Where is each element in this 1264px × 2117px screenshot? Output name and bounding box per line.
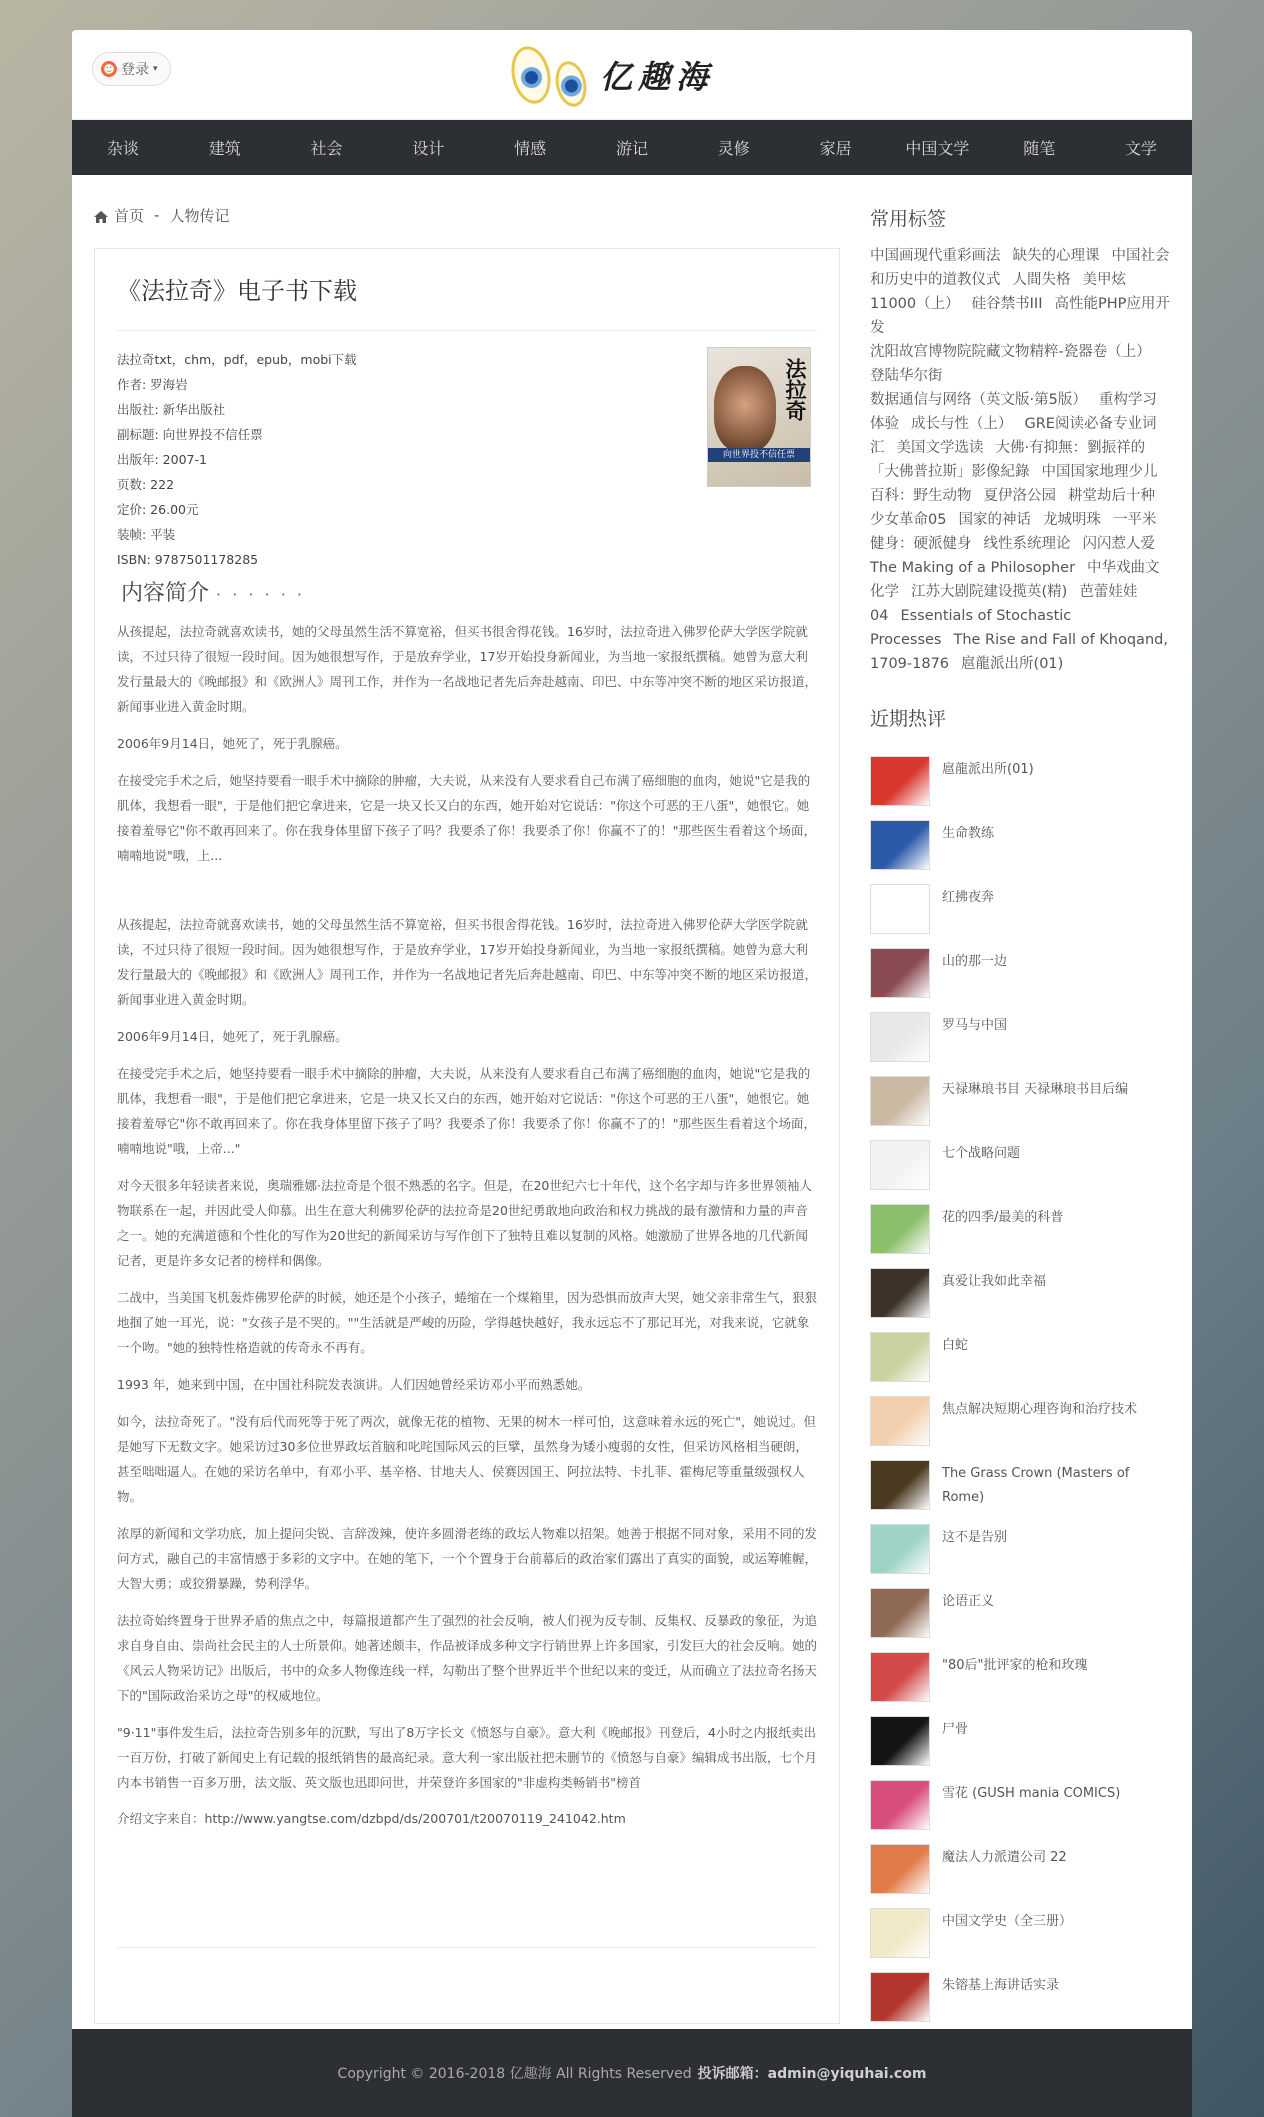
meta-line: 法拉奇txt，chm，pdf，epub，mobi下载: [117, 352, 357, 367]
hot-item[interactable]: [870, 1972, 1170, 2036]
main-content: [94, 190, 840, 2024]
sidebar: [870, 190, 1170, 2036]
breadcrumb-home-link[interactable]: 首页: [114, 206, 145, 225]
hot-item[interactable]: [870, 1012, 1170, 1076]
hot-item-title[interactable]: 罗马与中国: [942, 1018, 1008, 1033]
intro-paragraph: 1993 年，她来到中国，在中国社科院发表演讲。人们因她曾经采访邓小平而熟悉她。: [117, 1377, 591, 1392]
logo-eye-icon: [552, 58, 591, 109]
complaint-email[interactable]: 投诉邮箱：admin@yiquhai.com: [697, 2066, 927, 2082]
book-thumbnail[interactable]: [870, 1524, 930, 1574]
intro-heading: [117, 576, 817, 607]
intro-body: [117, 619, 817, 1795]
tag-link[interactable]: 线性系统理论: [983, 536, 1071, 552]
intro-paragraph: 2006年9月14日，她死了，死于乳腺癌。: [117, 1029, 348, 1044]
book-thumbnail[interactable]: [870, 1716, 930, 1766]
nav-item[interactable]: 设计: [412, 139, 445, 158]
hot-item[interactable]: [870, 1588, 1170, 1652]
user-icon: ☻: [101, 61, 117, 77]
book-thumbnail[interactable]: [870, 948, 930, 998]
article-title: 《法拉奇》电子书下载: [117, 271, 817, 331]
book-thumbnail[interactable]: [870, 1076, 930, 1126]
site-logo[interactable]: [512, 38, 714, 112]
tag-link[interactable]: 闪闪惹人爱: [1082, 536, 1155, 552]
hot-item[interactable]: [870, 1460, 1170, 1524]
book-thumbnail[interactable]: [870, 1140, 930, 1190]
intro-paragraph: 对今天很多年轻读者来说，奥瑞雅娜·法拉奇是个很不熟悉的名字。但是，在20世纪六七十年代，这个名字却与许多世界领袖人物联系在一起，并因此受人仰慕。出生在意大利佛罗伦萨的法拉奇是20世纪勇敢地向政治和权力挑战的最有激情和力量的声音之一。她的充满道德和个性化的写作为20世纪的新闻采访与写作创下了独特且难以复制的风格。她激励了世界各地的几代新闻记者，更是许多女记者的榜样和偶像。: [117, 1178, 812, 1268]
book-thumbnail[interactable]: [870, 1588, 930, 1638]
intro-heading-dots: · · · · · ·: [216, 585, 305, 604]
tag-link[interactable]: 美甲炫11000（上）: [870, 272, 1126, 312]
hot-item-title[interactable]: 七个战略问题: [942, 1146, 1021, 1161]
copyright-text: Copyright © 2016-2018 亿趣海 All Rights Reserved: [337, 2066, 692, 2082]
hot-item[interactable]: [870, 948, 1170, 1012]
hot-item[interactable]: [870, 1204, 1170, 1268]
tag-link[interactable]: 中国画现代重彩画法: [870, 248, 1001, 264]
hot-item[interactable]: [870, 820, 1170, 884]
breadcrumb-current[interactable]: 人物传记: [169, 206, 230, 225]
nav-item[interactable]: 灵修: [717, 139, 750, 158]
meta-line: 页数: 222: [117, 477, 175, 492]
tag-link[interactable]: 中华戏曲文化学: [870, 560, 1160, 600]
tag-link[interactable]: 沈阳故宫博物院院藏文物精粹-瓷器卷（上）: [870, 344, 1151, 360]
hot-item-title[interactable]: 焦点解决短期心理咨询和治疗技术: [942, 1402, 1138, 1417]
hot-item-title[interactable]: 白蛇: [942, 1338, 969, 1353]
intro-paragraph: 在接受完手术之后，她坚持要看一眼手术中摘除的肿瘤，大夫说，从来没有人要求看自己布满了癌细胞的血肉，她说"它是我的肌体，我想看一眼"，于是他们把它拿进来，它是一块又长又白的东西，她开始对它说话："你这个可恶的王八蛋"，她恨它。她接着羞辱它"你不敢再回来了。你在我身体里留下孩子了吗？我要杀了你！我要杀了你！你赢不了的！"那些医生看着这个场面，喃喃地说"哦，上...: [117, 773, 817, 863]
tag-link[interactable]: 登陆华尔街: [870, 368, 943, 384]
hot-item[interactable]: [870, 1716, 1170, 1780]
cover-band: 向世界投不信任票: [708, 448, 810, 462]
source-note: 介绍文字来自：http://www.yangtse.com/dzbpd/ds/200701/t20070119_241042.htm: [117, 1811, 626, 1826]
nav-item[interactable]: 文学: [1125, 139, 1158, 158]
book-thumbnail[interactable]: [870, 1460, 930, 1510]
tag-link[interactable]: 少女革命05: [870, 512, 947, 528]
tag-link[interactable]: 中国社会和历史中的道教仪式: [870, 248, 1170, 288]
intro-paragraph: 从孩提起，法拉奇就喜欢读书，她的父母虽然生活不算宽裕，但买书很舍得花钱。16岁时，法拉奇进入佛罗伦萨大学医学院就读，不过只待了很短一段时间。因为她很想写作，于是放弃学业，17岁开始投身新闻业，为当地一家报纸撰稿。她曾为意大利发行量最大的《晚邮报》和《欧洲人》周刊工作，并作为一名战地记者先后奔赴越南、印巴、中东等冲突不断的地区采访报道，新闻事业进入黄金时期。: [117, 917, 818, 1007]
tag-link[interactable]: Essentials of Stochastic Processes: [870, 608, 1072, 648]
hot-item-title[interactable]: 朱镕基上海讲话实录: [942, 1978, 1060, 1993]
book-thumbnail[interactable]: [870, 1972, 930, 2022]
meta-line: 出版年: 2007-1: [117, 452, 207, 467]
intro-paragraph: "9·11"事件发生后，法拉奇告别多年的沉默，写出了8万字长文《愤怒与自豪》。意大利《晚邮报》刊登后，4小时之内报纸卖出一百万份，打破了新闻史上有记载的报纸销售的最高纪录。意大利一家出版社把未删节的《愤怒与自豪》编辑成书出版，七个月内本书销售一百多万册，法文版、英文版也迅即问世，并荣登许多国家的"非虚构类畅销书"榜首: [117, 1725, 818, 1790]
hot-item-title[interactable]: 论语正义: [942, 1594, 995, 1609]
article-divider: [117, 1947, 817, 1948]
nav-item[interactable]: 情感: [514, 139, 547, 158]
meta-line: 副标题: 向世界投不信任票: [117, 427, 263, 442]
intro-paragraph: 在接受完手术之后，她坚持要看一眼手术中摘除的肿瘤，大夫说，从来没有人要求看自己布满了癌细胞的血肉，她说"它是我的肌体，我想看一眼"，于是他们把它拿进来，它是一块又长又白的东西，她开始对它说话："你这个可恶的王八蛋"，她恨它。她接着羞辱它"你不敢再回来了。你在我身体里留下孩子了吗？我要杀了你！我要杀了你！你赢不了的！"那些医生看着这个场面，喃喃地说"哦，上帝...": [117, 1066, 817, 1156]
book-thumbnail[interactable]: [870, 756, 930, 806]
hot-item[interactable]: [870, 1652, 1170, 1716]
tag-link[interactable]: 江苏大剧院建设揽英(精): [911, 584, 1068, 600]
tag-link[interactable]: 耕堂劫后十种: [1068, 488, 1155, 504]
hot-heading: 近期热评: [870, 707, 947, 730]
tag-link[interactable]: 龙城明珠: [1042, 512, 1101, 528]
book-thumbnail[interactable]: [870, 1012, 930, 1062]
nav-item[interactable]: 社会: [310, 139, 343, 158]
hot-item-title[interactable]: "80后"批评家的枪和玫瑰: [942, 1658, 1088, 1673]
tag-link[interactable]: 数据通信与网络（英文版·第5版）: [870, 392, 1087, 408]
nav-item[interactable]: 随笔: [1023, 139, 1056, 158]
tag-link[interactable]: 重构学习体验: [870, 392, 1157, 432]
nav-item[interactable]: 建筑: [208, 139, 241, 158]
hot-item[interactable]: [870, 1076, 1170, 1140]
tag-link[interactable]: 硅谷禁书III: [971, 296, 1043, 312]
hot-item-title[interactable]: The Grass Crown (Masters of Rome): [942, 1466, 1130, 1505]
book-thumbnail[interactable]: [870, 1396, 930, 1446]
hot-item-title[interactable]: 雪花 (GUSH mania COMICS): [942, 1786, 1121, 1801]
cover-portrait: [714, 366, 776, 452]
hot-item-title[interactable]: 这不是告别: [942, 1530, 1008, 1545]
tag-link[interactable]: 扈龍派出所(01): [961, 656, 1064, 672]
logo-text: 亿趣海: [600, 58, 715, 96]
book-thumbnail[interactable]: [870, 820, 930, 870]
book-meta: [117, 347, 817, 572]
tag-link[interactable]: The Making of a Philosopher: [870, 560, 1076, 576]
hot-item[interactable]: [870, 1844, 1170, 1908]
logo-eye-icon: [506, 43, 555, 108]
book-cover: [707, 347, 811, 487]
hot-item[interactable]: [870, 1908, 1170, 1972]
hot-item-title[interactable]: 魔法人力派遣公司 22: [942, 1850, 1067, 1865]
login-label: 登录: [121, 62, 149, 78]
nav-item[interactable]: 家居: [819, 139, 852, 158]
cover-title: 法拉奇: [783, 358, 807, 421]
meta-line: 作者: 罗海岩: [117, 377, 188, 392]
intro-heading-text: 内容简介: [121, 581, 210, 606]
tag-cloud: [870, 244, 1170, 676]
nav-item[interactable]: 中国文学: [905, 139, 970, 158]
intro-paragraph: 二战中，当美国飞机轰炸佛罗伦萨的时候，她还是个小孩子，蜷缩在一个煤箱里，因为恐惧而放声大哭，她父亲非常生气，狠狠地掴了她一耳光，说："女孩子是不哭的。""生活就是严峻的历险，学得越快越好，我永远忘不了那记耳光，对我来说，它就象一个吻。"她的独特性格造就的传奇永不再有。: [117, 1290, 818, 1355]
login-button[interactable]: [92, 52, 171, 86]
tags-heading: 常用标签: [870, 207, 947, 230]
hot-item-title[interactable]: 生命教练: [942, 826, 995, 841]
hot-item[interactable]: [870, 1396, 1170, 1460]
article-panel: [94, 248, 840, 2024]
book-thumbnail[interactable]: [870, 1908, 930, 1958]
hot-item[interactable]: [870, 1524, 1170, 1588]
intro-paragraph: 如今，法拉奇死了。"没有后代而死等于死了两次，就像无花的植物、无果的树木一样可怕，这意味着永远的死亡"，她说过。但是她写下无数文字。她采访过30多位世界政坛首脑和叱咤国际风云的巨擘，虽然身为矮小瘦弱的女性，但采访风格相当硬朗，甚至咄咄逼人。在她的采访名单中，有邓小平、基辛格、甘地夫人、侯赛因国王、阿拉法特、卡扎菲、霍梅尼等重量级强权人物。: [117, 1414, 817, 1504]
site-footer: [72, 2029, 1192, 2117]
hot-item[interactable]: [870, 884, 1170, 948]
tag-link[interactable]: 高性能PHP应用开发: [870, 296, 1170, 336]
tag-link[interactable]: The Rise and Fall of Khoqand, 1709-1876: [870, 632, 1168, 672]
hot-item[interactable]: [870, 1780, 1170, 1844]
book-thumbnail[interactable]: [870, 884, 930, 934]
nav-item[interactable]: 杂谈: [106, 139, 139, 158]
hot-item-title[interactable]: 红拂夜奔: [942, 890, 995, 905]
hot-item[interactable]: [870, 1332, 1170, 1396]
intro-paragraph: 法拉奇始终置身于世界矛盾的焦点之中，每篇报道都产生了强烈的社会反响，被人们视为反专制、反集权、反暴政的象征，为追求自身自由、崇尚社会民主的人士所景仰。她著述颇丰，作品被译成多种文字行销世界上许多国家，引发巨大的社会反响。她的《风云人物采访记》出版后，书中的众多人物像连线一样，勾勒出了整个世界近半个世纪以来的变迁，从而确立了法拉奇名扬天下的"国际政治采访之母"的权威地位。: [117, 1613, 818, 1703]
meta-line: 出版社: 新华出版社: [117, 402, 226, 417]
intro-paragraph: 从孩提起，法拉奇就喜欢读书，她的父母虽然生活不算宽裕，但买书很舍得花钱。16岁时，法拉奇进入佛罗伦萨大学医学院就读，不过只待了很短一段时间。因为她很想写作，于是放弃学业，17岁开始投身新闻业，为当地一家报纸撰稿。她曾为意大利发行量最大的《晚邮报》和《欧洲人》周刊工作，并作为一名战地记者先后奔赴越南、印巴、中东等冲突不断的地区采访报道，新闻事业进入黄金时期。: [117, 624, 818, 714]
hot-item-title[interactable]: 山的那一边: [942, 954, 1008, 969]
intro-paragraph: 2006年9月14日，她死了，死于乳腺癌。: [117, 736, 348, 751]
book-thumbnail[interactable]: [870, 1780, 930, 1830]
hot-item-title[interactable]: 天禄琳琅书目 天禄琳琅书目后编: [942, 1082, 1129, 1097]
hot-list: [870, 756, 1170, 2036]
hot-item[interactable]: [870, 1140, 1170, 1204]
meta-line: 定价: 26.00元: [117, 502, 199, 517]
hot-item-title[interactable]: 真爱让我如此幸福: [942, 1274, 1047, 1289]
nav-item[interactable]: 游记: [615, 139, 648, 158]
caret-down-icon: ▾: [153, 64, 158, 74]
site-header: [72, 30, 1192, 120]
main-nav: [72, 120, 1192, 175]
book-thumbnail[interactable]: [870, 1204, 930, 1254]
intro-paragraph: 浓厚的新闻和文学功底，加上提问尖锐、言辞泼辣，使许多圆滑老练的政坛人物难以招架。她善于根据不同对象，采用不同的发问方式，融自己的丰富情感于多彩的文字中。在她的笔下，一个个置身于台前幕后的政治家们露出了真实的面貌，或运筹帷幄，大智大勇；或狡猾暴躁，势利浮华。: [117, 1526, 818, 1591]
tag-link[interactable]: 中国国家地理少儿百科：野生动物: [870, 464, 1158, 504]
hot-item-title[interactable]: 扈龍派出所(01): [942, 762, 1034, 777]
tag-link[interactable]: GRE阅读必备专业词汇: [870, 416, 1157, 456]
tag-link[interactable]: 人間失格: [1012, 272, 1071, 288]
book-thumbnail[interactable]: [870, 1652, 930, 1702]
tag-link[interactable]: 芭蕾娃娃 04: [870, 584, 1138, 624]
meta-line: 装帧: 平装: [117, 527, 176, 542]
breadcrumb: [94, 190, 840, 240]
tag-link[interactable]: 缺失的心理课: [1012, 248, 1100, 264]
tag-link[interactable]: 成长与性（上）: [911, 416, 1013, 432]
hot-item-title[interactable]: 尸骨: [942, 1722, 969, 1737]
page-container: [72, 30, 1192, 2117]
hot-item[interactable]: [870, 1268, 1170, 1332]
tag-link[interactable]: 夏伊洛公园: [983, 488, 1056, 504]
tag-link[interactable]: 美国文学选读: [896, 440, 984, 456]
hot-item-title[interactable]: 花的四季/最美的科普: [942, 1210, 1064, 1225]
tag-link[interactable]: 大佛·有抑無：劉振祥的「大佛普拉斯」影像紀錄: [870, 440, 1146, 480]
book-thumbnail[interactable]: [870, 1844, 930, 1894]
meta-line: ISBN: 9787501178285: [117, 552, 259, 567]
book-thumbnail[interactable]: [870, 1268, 930, 1318]
home-icon: [94, 209, 108, 221]
book-thumbnail[interactable]: [870, 1332, 930, 1382]
tag-link[interactable]: 国家的神话: [958, 512, 1031, 528]
breadcrumb-separator: -: [154, 206, 160, 224]
tag-link[interactable]: 一平米健身：硬派健身: [870, 512, 1157, 552]
hot-item[interactable]: [870, 756, 1170, 820]
hot-item-title[interactable]: 中国文学史（全三册）: [942, 1914, 1073, 1929]
